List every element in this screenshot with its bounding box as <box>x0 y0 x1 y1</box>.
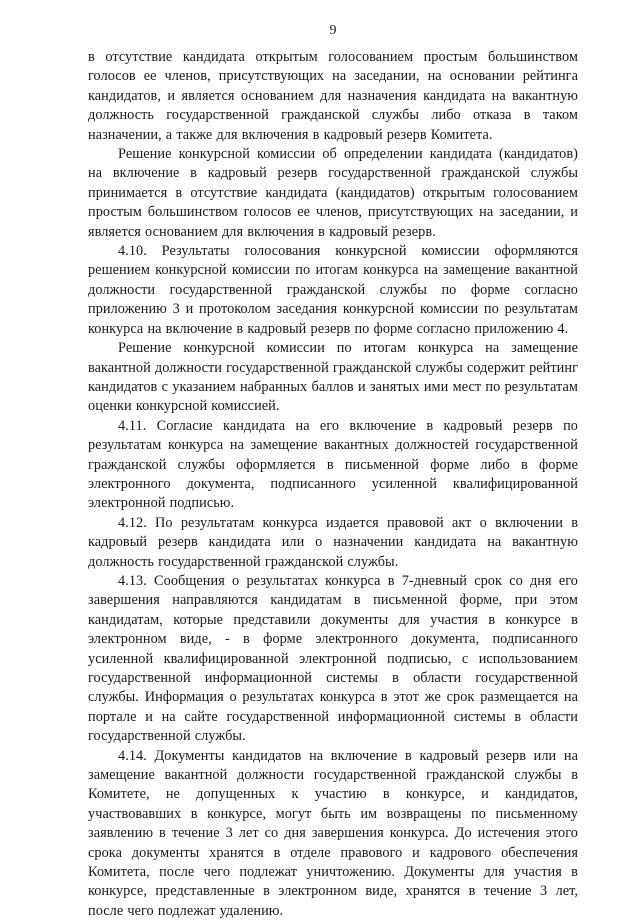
paragraph-reserve-decision: Решение конкурсной комиссии об определении кандидата (кандидатов) на включение в кадровый резерв государственной гражданской службы принимается в отсутствие кандидата (кандидатов) открытым голосованием простым большинством голосов ее членов, присутствующих на заседании, и является основанием для включения в кадровый резерв. <box>88 146 578 240</box>
paragraph-rating: Решение конкурсной комиссии по итогам конкурса на замещение вакантной должности государственной гражданской службы содержит рейтинг кандидатов с указанием набранных баллов и занятых ими мест по результатам оценки конкурсной комиссией. <box>88 340 578 415</box>
page-number: 9 <box>329 23 337 38</box>
paragraph-4-11: 4.11. Согласие кандидата на его включение в кадровый резерв по результатам конкурса на замещение вакантных должностей государственной гражданской службы оформляется в письменной форме либо в форме электронного документа, подписанного усиленной квалифицированной электронной подписью. <box>88 417 578 512</box>
paragraph-continuation: в отсутствие кандидата открытым голосованием простым большинством голосов ее членов, присутствующих на заседании, на основании рейтинга кандидатов, и является основанием для назначения кандидата на вакантную должность государственной гражданской службы либо отказа в таком назначении, а также для включения в кадровый резерв Комитета. <box>88 49 578 143</box>
paragraph-4-14: 4.14. Документы кандидатов на включение в кадровый резерв или на замещение вакантной должности государственной гражданской службы в Комитете, не допущенных к участию в конкурсе, и кандидатов, участвовавших в конкурсе, могут быть им возвращены по письменному заявлению в течение 3 лет со дня завершения конкурса. До истечения этого срока документы хранятся в отделе правового и кадрового обеспечения Комитета, после чего подлежат уничтожению. Документы для участия в конкурсе, представленные в электронном виде, хранятся в течение 3 лет, после чего подлежат удалению. <box>88 747 578 919</box>
paragraph-4-13: 4.13. Сообщения о результатах конкурса в 7-дневный срок со дня его завершения направляются кандидатам в письменной форме, при этом кандидатам, которые представили документы для участия в конкурсе в электронном виде, - в форме электронного документа, подписанного усиленной квалифицированной электронной подписью, с использованием государственной информационной системы в области государственной службы. Информация о результатах конкурса в этот же срок размещается на портале и на сайте государственной информационной системы в области государственной службы. <box>88 572 578 745</box>
paragraph-4-10: 4.10. Результаты голосования конкурсной комиссии оформляются решением конкурсной комиссии по итогам конкурса на замещение вакантной должности государственной гражданской службы по форме согласно приложению 3 и протоколом заседания конкурсной комиссии по результатам конкурса на включение в кадровый резерв по форме согласно приложению 4. <box>88 243 578 337</box>
paragraph-4-12: 4.12. По результатам конкурса издается правовой акт о включении в кадровый резерв кандидата или о назначении кандидата на вакантную должность государственной гражданской службы. <box>88 514 578 570</box>
